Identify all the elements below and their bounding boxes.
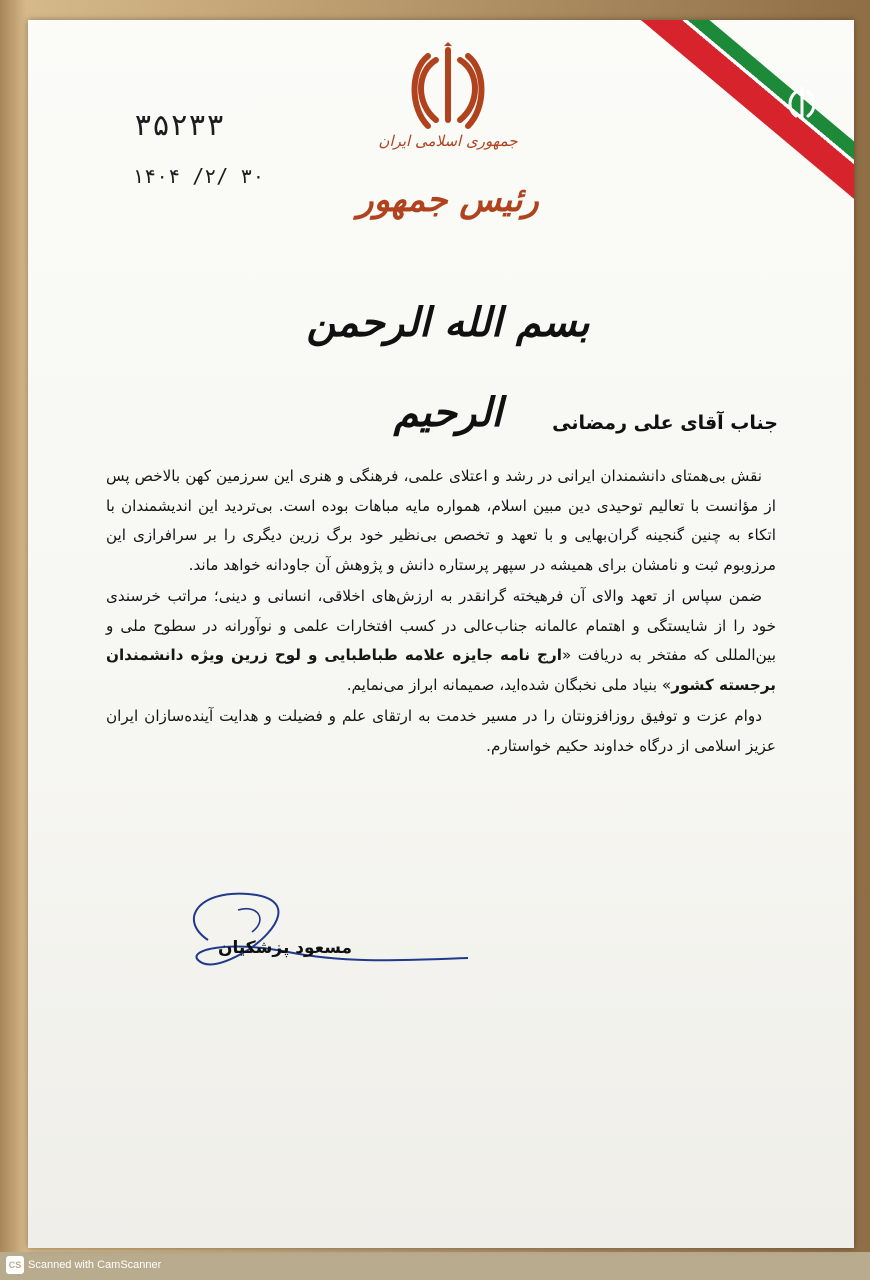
award-title: ارج نامه جایزه علامه طباطبایی و لوح زرین ویژه دانشمندان برجسته کشور (106, 646, 776, 694)
paragraph-3: دوام عزت و توفیق روزافزونتان را در مسیر خدمت به ارتقای علم و فضیلت و هدایت آینده‌سازان ایران عزیز اسلامی از درگاه خداوند حکیم خواستارم. (106, 707, 776, 755)
republic-label: جمهوری اسلامی ایران (378, 132, 518, 150)
signature-scribble-icon (168, 880, 478, 980)
paragraph-2-end: » بنیاد ملی نخبگان شده‌اید، صمیمانه ابراز می‌نمایم. (346, 675, 672, 694)
addressee: جناب آقای علی رمضانی (552, 412, 778, 434)
paragraph-2-start: ضمن سپاس از تعهد والای آن فرهیخته گرانقدر به ارزش‌های اخلاقی، انسانی و دینی؛ مراتب خرسندی خود را از شایستگی و اهتمام عالمانه جناب‌عالی در کسب افتخارات علمی و نوآورانه در سطوح ملی و بین‌المللی که مفتخر به دریافت « (106, 587, 776, 664)
paragraph-1: نقش بی‌همتای دانشمندان ایرانی در رشد و اعتلای علمی، فرهنگی و هنری این سرزمین کهن بالاخص پس از مؤانست با تعالیم توحیدی دین مبین اسلام، همواره مایه مباهات بوده است. بی‌تردید این اندیشمندان با اتکاء به چنین گنجینه گران‌بهایی و با تعهد و تخصص بی‌نظیر خود برگ زرین دیگری را بر سرافرازی این مرزوبوم ثبت و نامشان برای همیشه در سپهر پرستاره دانش و پژوهش آن جاودانه خواهد ماند. (106, 467, 776, 574)
scanner-watermark (6, 1256, 161, 1274)
ribbon-emblem-icon (782, 82, 822, 122)
scanner-text: Scanned with CamScanner (28, 1259, 162, 1271)
paragraph-2 (106, 582, 776, 700)
document-date: ۱۴۰۴ /۲/ ۳۰ (132, 164, 265, 188)
signatory-name: مسعود پزشکیان (217, 938, 353, 958)
iran-emblem-icon (408, 42, 488, 132)
camscanner-icon: CS (6, 1256, 24, 1274)
office-title: رئیس جمهور (357, 180, 539, 220)
document-number: ۳۵۲۳۳ (134, 108, 225, 143)
basmala-calligraphy: بسم الله الرحمن الرحیم (306, 299, 590, 436)
letter-page (28, 20, 854, 1248)
letter-body (106, 462, 776, 763)
